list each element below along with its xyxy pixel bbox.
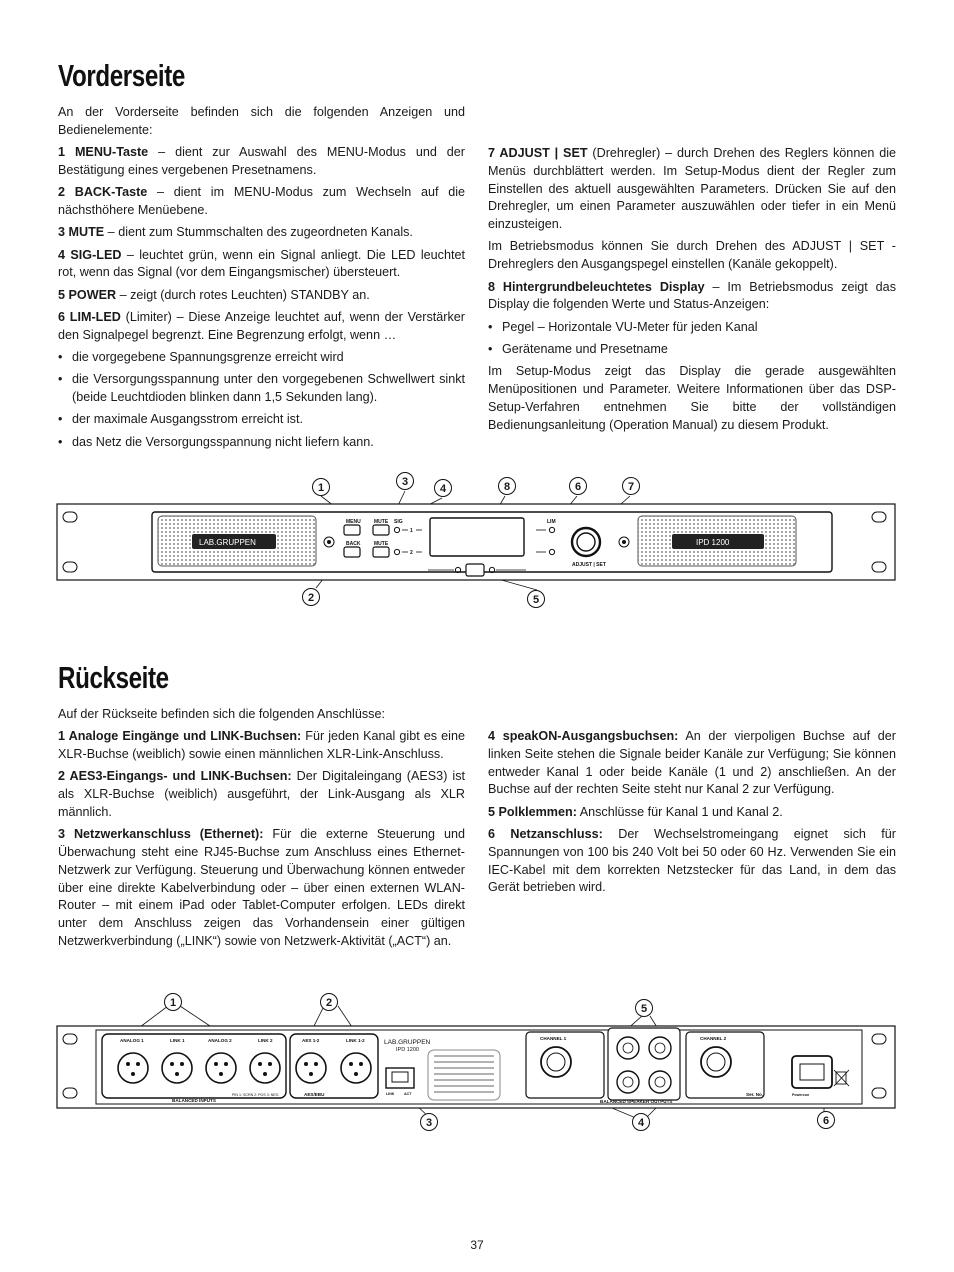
front-panel-figure: [56, 470, 898, 610]
callout-2: 2: [302, 588, 320, 606]
section-title-rear: Rückseite: [58, 660, 169, 695]
front-item-4: 4 SIG-LED – leuchtet grün, wenn ein Signal anliegt. Die LED leuchtet rot, wenn das Signal (vor dem Eingangsmischer) übersteuert.: [58, 247, 465, 280]
link-1-label: LINK 1: [170, 1038, 185, 1043]
callout-7: 7: [622, 477, 640, 495]
front-item-2: 2 BACK-Taste – dient im MENU-Modus zum Wechseln auf die nächsthöhere Menüebene.: [58, 185, 465, 217]
rear-item-1: 1 Analoge Eingänge und LINK-Buchsen: Für jeden Kanal gibt es eine XLR-Buchse (weiblich) sowie einen männlichen XLR-Link-Anschluss.: [58, 729, 465, 762]
front-item-1: 1 MENU-Taste – dient zur Auswahl des MENU-Modus und der Bestätigung eines vergebenen Presetnamens.: [58, 145, 465, 177]
list-item: • die vorgegebene Spannungsgrenze erreicht wird: [58, 349, 465, 367]
serial-number-label: Ser. No.: [746, 1092, 764, 1097]
channel-2-output-label: CHANNEL 2: [700, 1036, 727, 1041]
callout-5: 5: [527, 590, 545, 608]
aes-ebu-label: AES/EBU: [304, 1092, 325, 1097]
front-setup-paragraph: Im Setup-Modus zeigt das Display die gerade ausgewählten Menüpositionen und Parameter. Weitere Informationen über das DSP-Setup-Verfahren entnehmen Sie bitte der vollständigen Bedienungsanleitung (Operation Manual) zu diesem Produkt.: [488, 364, 896, 432]
callout-6: 6: [569, 477, 587, 495]
front-model-label: IPD 1200: [696, 538, 730, 547]
front-item-8: 8 Hintergrundbeleuchtetes Display – Im Betriebsmodus zeigt das Display die folgenden Werte und Status-Anzeigen:: [488, 279, 896, 312]
front-right-column: [488, 145, 896, 439]
link-2-label: LINK 2: [258, 1038, 273, 1043]
rear-panel-figure: [56, 990, 898, 1140]
callout-3: 3: [420, 1113, 438, 1131]
front-item-3: 3 MUTE – dient zum Stummschalten des zugeordneten Kanals.: [58, 225, 413, 240]
pin-assignment-label: PIN 1: SCRN 2: POS 3: NEG: [232, 1093, 279, 1097]
list-item: • das Netz die Versorgungsspannung nicht liefern kann.: [58, 434, 465, 452]
ethernet-link-label: LINK: [386, 1092, 395, 1096]
analog-2-label: ANALOG 2: [208, 1038, 232, 1043]
ethernet-act-label: ACT: [404, 1092, 412, 1096]
rear-item-5: 5 Polklemmen: Anschlüsse für Kanal 1 und Kanal 2.: [488, 804, 783, 819]
callout-4: 4: [632, 1113, 650, 1131]
rear-left-column: [58, 706, 465, 955]
front-brand-logo: LAB.GRUPPEN: [199, 538, 256, 547]
rear-item-4: 4 speakON-Ausgangsbuchsen: An der vierpoligen Buchse auf der linken Seite stehen die Signale beider Kanäle zur Verfügung; Sie können entweder Kanal 1 oder beide Kanäle (1 und 2) anschließen. An der Buchse auf der rechten Seite steht nur Kanal 2 zur Verfügung.: [488, 729, 896, 797]
lim-conditions-list: [58, 349, 465, 451]
section-title-front: Vorderseite: [58, 58, 185, 93]
list-item: • der maximale Ausgangsstrom erreicht ist.: [58, 411, 465, 429]
powercon-label: Powercon: [792, 1093, 810, 1097]
callout-4: 4: [434, 479, 452, 497]
speaker-outputs-label: BALANCED SPEAKER OUTPUTS: [600, 1099, 673, 1104]
callout-5: 5: [635, 999, 653, 1017]
front-intro: An der Vorderseite befinden sich die folgenden Anzeigen und Bedienelemente:: [58, 105, 465, 137]
list-item: • Pegel – Horizontale VU-Meter für jeden Kanal: [488, 319, 896, 337]
callout-1: 1: [164, 993, 182, 1011]
aes-link-label: LINK 1-2: [346, 1038, 365, 1043]
channel-2-label: 2: [410, 550, 413, 556]
callout-3: 3: [396, 472, 414, 490]
callout-6: 6: [817, 1111, 835, 1129]
rear-model-label: IPD 1200: [396, 1047, 419, 1053]
mute-label-2: MUTE: [374, 541, 389, 547]
list-item: • Gerätename und Presetname: [488, 341, 896, 359]
front-item-5: 5 POWER – zeigt (durch rotes Leuchten) STANDBY an.: [58, 287, 370, 302]
balanced-inputs-label: BALANCED INPUTS: [172, 1098, 216, 1103]
channel-1-output-label: CHANNEL 1: [540, 1036, 567, 1041]
front-operation-paragraph: Im Betriebsmodus können Sie durch Drehen des ADJUST | SET -Drehreglers den Ausgangspegel einstellen (Kanäle gekoppelt).: [488, 239, 896, 272]
rear-brand-logo: LAB.GRUPPEN: [384, 1039, 431, 1046]
rear-item-6: 6 Netzanschluss: Der Wechselstromeingang eignet sich für Spannungen von 100 bis 240 Volt bei 50 oder 60 Hz. Verwenden Sie ein IEC-Kabel mit dem korrekten Netzstecker für das Land, in dem das Gerät betrieben wird.: [488, 826, 896, 895]
front-left-column: [58, 104, 465, 456]
page-number: 37: [470, 1238, 484, 1252]
display-values-list: [488, 319, 896, 359]
front-panel-drawing: [56, 470, 898, 610]
callout-8: 8: [498, 477, 516, 495]
aes-input-label: AES 1-2: [302, 1038, 320, 1043]
rear-item-2: 2 AES3-Eingangs- und LINK-Buchsen: Der Digitaleingang (AES3) ist als XLR-Buchse (weiblich) ausgeführt, der Link-Ausgang als XLR männlich.: [58, 769, 465, 819]
back-label: BACK: [346, 541, 361, 547]
callout-1: 1: [312, 478, 330, 496]
front-item-7: 7 ADJUST | SET (Drehregler) – durch Drehen des Reglers können die Menüs durchblättert werden. Im Setup-Modus dient der Regler zum Einstellen des aktuell ausgewählten Parameters. Drücken Sie auf den Drehregler, um einen Parameter auszuwählen oder tiefer in ein Menü einzusteigen.: [488, 146, 896, 232]
rear-intro: Auf der Rückseite befinden sich die folgenden Anschlüsse:: [58, 707, 385, 721]
adjust-set-label: ADJUST | SET: [572, 562, 606, 568]
analog-1-label: ANALOG 1: [120, 1038, 144, 1043]
lim-label: LIM: [547, 519, 556, 525]
channel-1-label: 1: [410, 528, 413, 534]
menu-label: MENU: [346, 519, 361, 525]
list-item: • die Versorgungsspannung unter den vorgegebenen Schwellwert sinkt (beide Leuchtdioden blinken dann 1,5 Sekunden lang).: [58, 371, 465, 407]
rear-item-3: 3 Netzwerkanschluss (Ethernet): Für die externe Steuerung und Überwachung steht eine RJ45-Buchse zum Anschluss eines Ethernet-Netzwerk zur Verfügung. Steuerung und Überwachung können entweder über eine direkte Kabelverbindung oder – über einen externen WLAN-Router – mit einem iPad oder Tablet-Computer erfolgen. LEDs direkt unter dem Anschluss zeigen das Vorhandensein einer gültigen Netzwerkverbindung („LINK“) sowie von Netzwerk-Aktivität („ACT“) an.: [58, 827, 466, 949]
mute-label-1: MUTE: [374, 519, 389, 525]
sig-label: SIG: [394, 519, 403, 525]
callout-2: 2: [320, 993, 338, 1011]
front-item-6: 6 LIM-LED (Limiter) – Diese Anzeige leuchtet auf, wenn der Verstärker den Signalpegel begrenzt. Eine Begrenzung erfolgt, wenn …: [58, 309, 465, 342]
rear-right-column: [488, 728, 896, 902]
rear-panel-drawing: [56, 990, 898, 1140]
